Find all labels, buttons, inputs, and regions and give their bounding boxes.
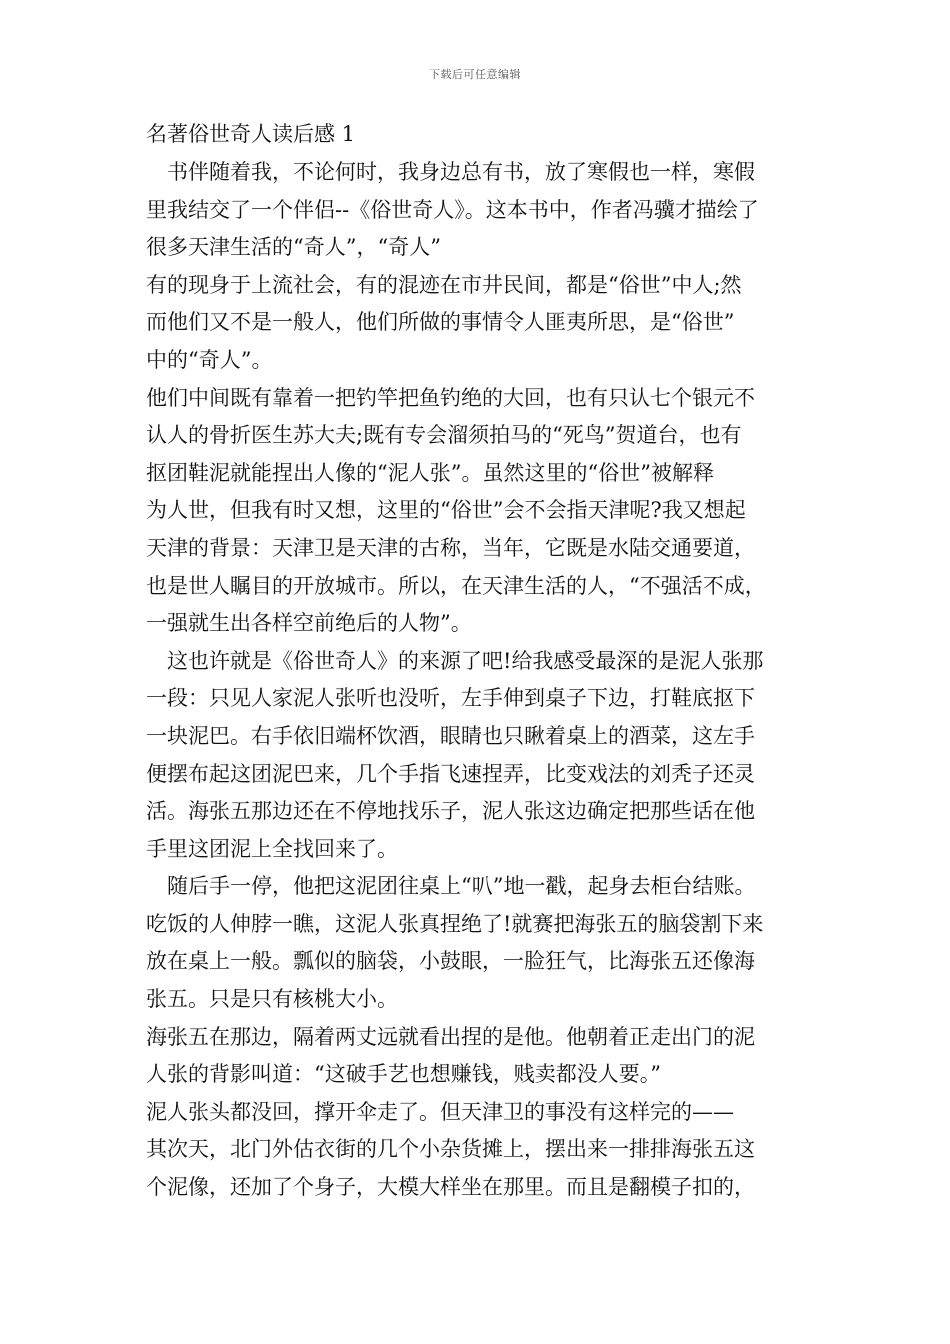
document-body [146, 116, 810, 1207]
text-line: 海张五在那边，隔着两丈远就看出捏的是他。他朝着正走出门的泥 [146, 1024, 755, 1049]
text-line: 他们中间既有靠着一把钓竿把鱼钓绝的大回，也有只认七个银元不 [146, 385, 755, 410]
text-line: 放在桌上一般。瓢似的脑袋，小鼓眼，一脸狂气，比海张五还像海 [146, 949, 755, 974]
text-line: 也是世人瞩目的开放城市。所以，在天津生活的人，“不强活不成， [146, 573, 766, 598]
text-line: 天津的背景：天津卫是天津的古称，当年，它既是水陆交通要道， [146, 535, 755, 560]
text-line: 随后手一停，他把这泥团往桌上“叭”地一戳，起身去柜台结账。 [167, 874, 756, 899]
text-line: 中的“奇人”。 [146, 347, 273, 372]
text-line: 为人世，但我有时又想，这里的“俗世”会不会指天津呢?我又想起 [146, 498, 746, 523]
text-line: 人张的背影叫道：“这破手艺也想赚钱，贱卖都没人要。” [146, 1062, 661, 1087]
text-line: 里我结交了一个伴侣--《俗世奇人》。这本书中，作者冯骥才描绘了 [146, 197, 759, 222]
text-line: 抠团鞋泥就能捏出人像的“泥人张”。虽然这里的“俗世”被解释 [146, 460, 714, 485]
paragraph-lines [146, 154, 810, 1207]
text-line: 认人的骨折医生苏大夫;既有专会溜须拍马的“死鸟”贺道台，也有 [146, 423, 742, 448]
text-line: 这也许就是《俗世奇人》的来源了吧!给我感受最深的是泥人张那 [167, 648, 764, 673]
text-line: 便摆布起这团泥巴来，几个手指飞速捏弄，比变戏法的刘秃子还灵 [146, 761, 755, 786]
text-line: 而他们又不是一般人，他们所做的事情令人匪夷所思，是“俗世” [146, 310, 735, 335]
text-line: 活。海张五那边还在不停地找乐子，泥人张这边确定把那些话在他 [146, 799, 755, 824]
text-line: 个泥像，还加了个身子，大模大样坐在那里。而且是翻模子扣的， [146, 1175, 755, 1200]
text-line: 吃饭的人伸脖一瞧，这泥人张真捏绝了!就赛把海张五的脑袋割下来 [146, 911, 764, 936]
header-note: 下载后可任意编辑 [429, 68, 521, 81]
text-line: 张五。只是只有核桃大小。 [146, 987, 398, 1012]
text-line: 有的现身于上流社会，有的混迹在市井民间，都是“俗世”中人;然 [146, 272, 742, 297]
text-line: 很多天津生活的“奇人”，“奇人” [146, 235, 441, 260]
text-line: 泥人张头都没回，撑开伞走了。但天津卫的事没有这样完的—— [146, 1099, 734, 1124]
text-line: 手里这团泥上全找回来了。 [146, 836, 398, 861]
document-title: 名著俗世奇人读后感 1 [146, 122, 356, 146]
text-line: 一段：只见人家泥人张听也没听，左手伸到桌子下边，打鞋底抠下 [146, 686, 755, 711]
text-line: 一块泥巴。右手依旧端杯饮酒，眼睛也只瞅着桌上的酒菜，这左手 [146, 723, 755, 748]
text-line: 其次天，北门外估衣街的几个小杂货摊上，摆出来一排排海张五这 [146, 1137, 755, 1162]
text-line: 书伴随着我，不论何时，我身边总有书，放了寒假也一样，寒假 [167, 160, 755, 184]
text-line: 一强就生出各样空前绝后的人物”。 [146, 611, 472, 636]
